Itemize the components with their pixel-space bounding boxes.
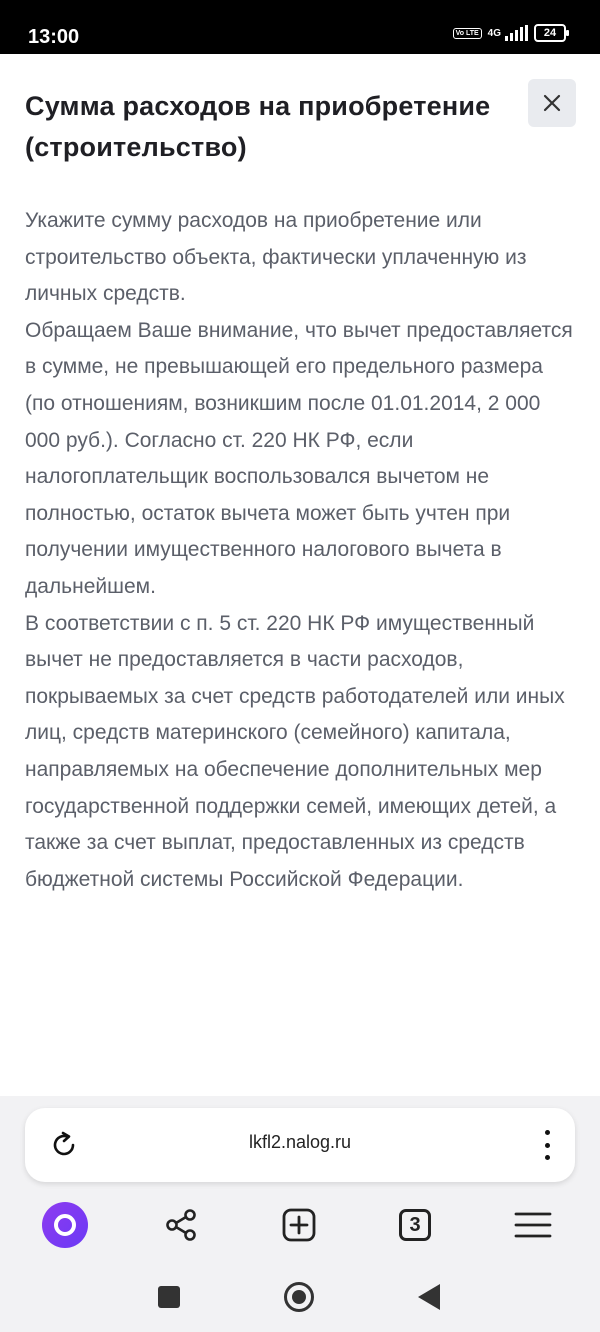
- dialog-content: [25, 203, 575, 898]
- share-button[interactable]: [152, 1196, 210, 1254]
- volte-icon: Vo LTE: [453, 28, 482, 39]
- tabs-icon: 3: [399, 1209, 431, 1241]
- system-nav-bar: [0, 1262, 600, 1332]
- status-icons: [453, 24, 566, 42]
- share-icon: [163, 1207, 199, 1243]
- dialog-title: Сумма расходов на приобретение (строительство): [25, 91, 491, 162]
- home-icon[interactable]: [284, 1282, 314, 1312]
- status-bar: [0, 0, 600, 54]
- paragraph: Укажите сумму расходов на приобретение или строительство объекта, фактически уплаченную из личных средств.: [25, 209, 527, 306]
- battery-icon: [534, 24, 566, 42]
- more-vert-icon[interactable]: [541, 1130, 553, 1160]
- battery-level: 24: [543, 27, 557, 39]
- new-tab-icon: [281, 1207, 317, 1243]
- browser-toolbar: [0, 1196, 600, 1254]
- paragraph: Обращаем Ваше внимание, что вычет предоставляется в сумме, не превышающей его предельного размера (по отношениям, возникшим после 01.01.2014, 2 000 000 руб.). Согласно ст. 220 НК РФ, если налогоплательщик воспользовался вычетом не полностью, остаток вычета может быть учтен при получении имущественного налогового вычета в дальнейшем.: [25, 318, 573, 598]
- close-button[interactable]: [528, 79, 576, 127]
- paragraph: В соответствии с п. 5 ст. 220 НК РФ имущественный вычет не предоставляется в части расходов, покрываемых за счет средств работодателей или иных лиц, средств материнского (семейного) капитала, направляемых на обеспечение дополнительных мер государственной поддержки семей, имеющих детей, а также за счет выплат, предоставленных из средств бюджетной системы Российской Федерации.: [25, 611, 565, 891]
- signal-icon: [505, 25, 528, 41]
- url-bar[interactable]: [25, 1108, 575, 1182]
- url-text[interactable]: lkfl2.nalog.ru: [248, 1132, 352, 1152]
- menu-button[interactable]: [504, 1196, 562, 1254]
- new-tab-button[interactable]: [270, 1196, 328, 1254]
- back-icon[interactable]: [418, 1284, 440, 1310]
- recents-icon[interactable]: [158, 1286, 180, 1308]
- tabs-button[interactable]: [386, 1196, 444, 1254]
- status-time: 13:00: [28, 26, 80, 48]
- close-icon: [541, 92, 563, 114]
- hamburger-menu-icon: [514, 1210, 552, 1240]
- network-type: 4G: [487, 27, 501, 39]
